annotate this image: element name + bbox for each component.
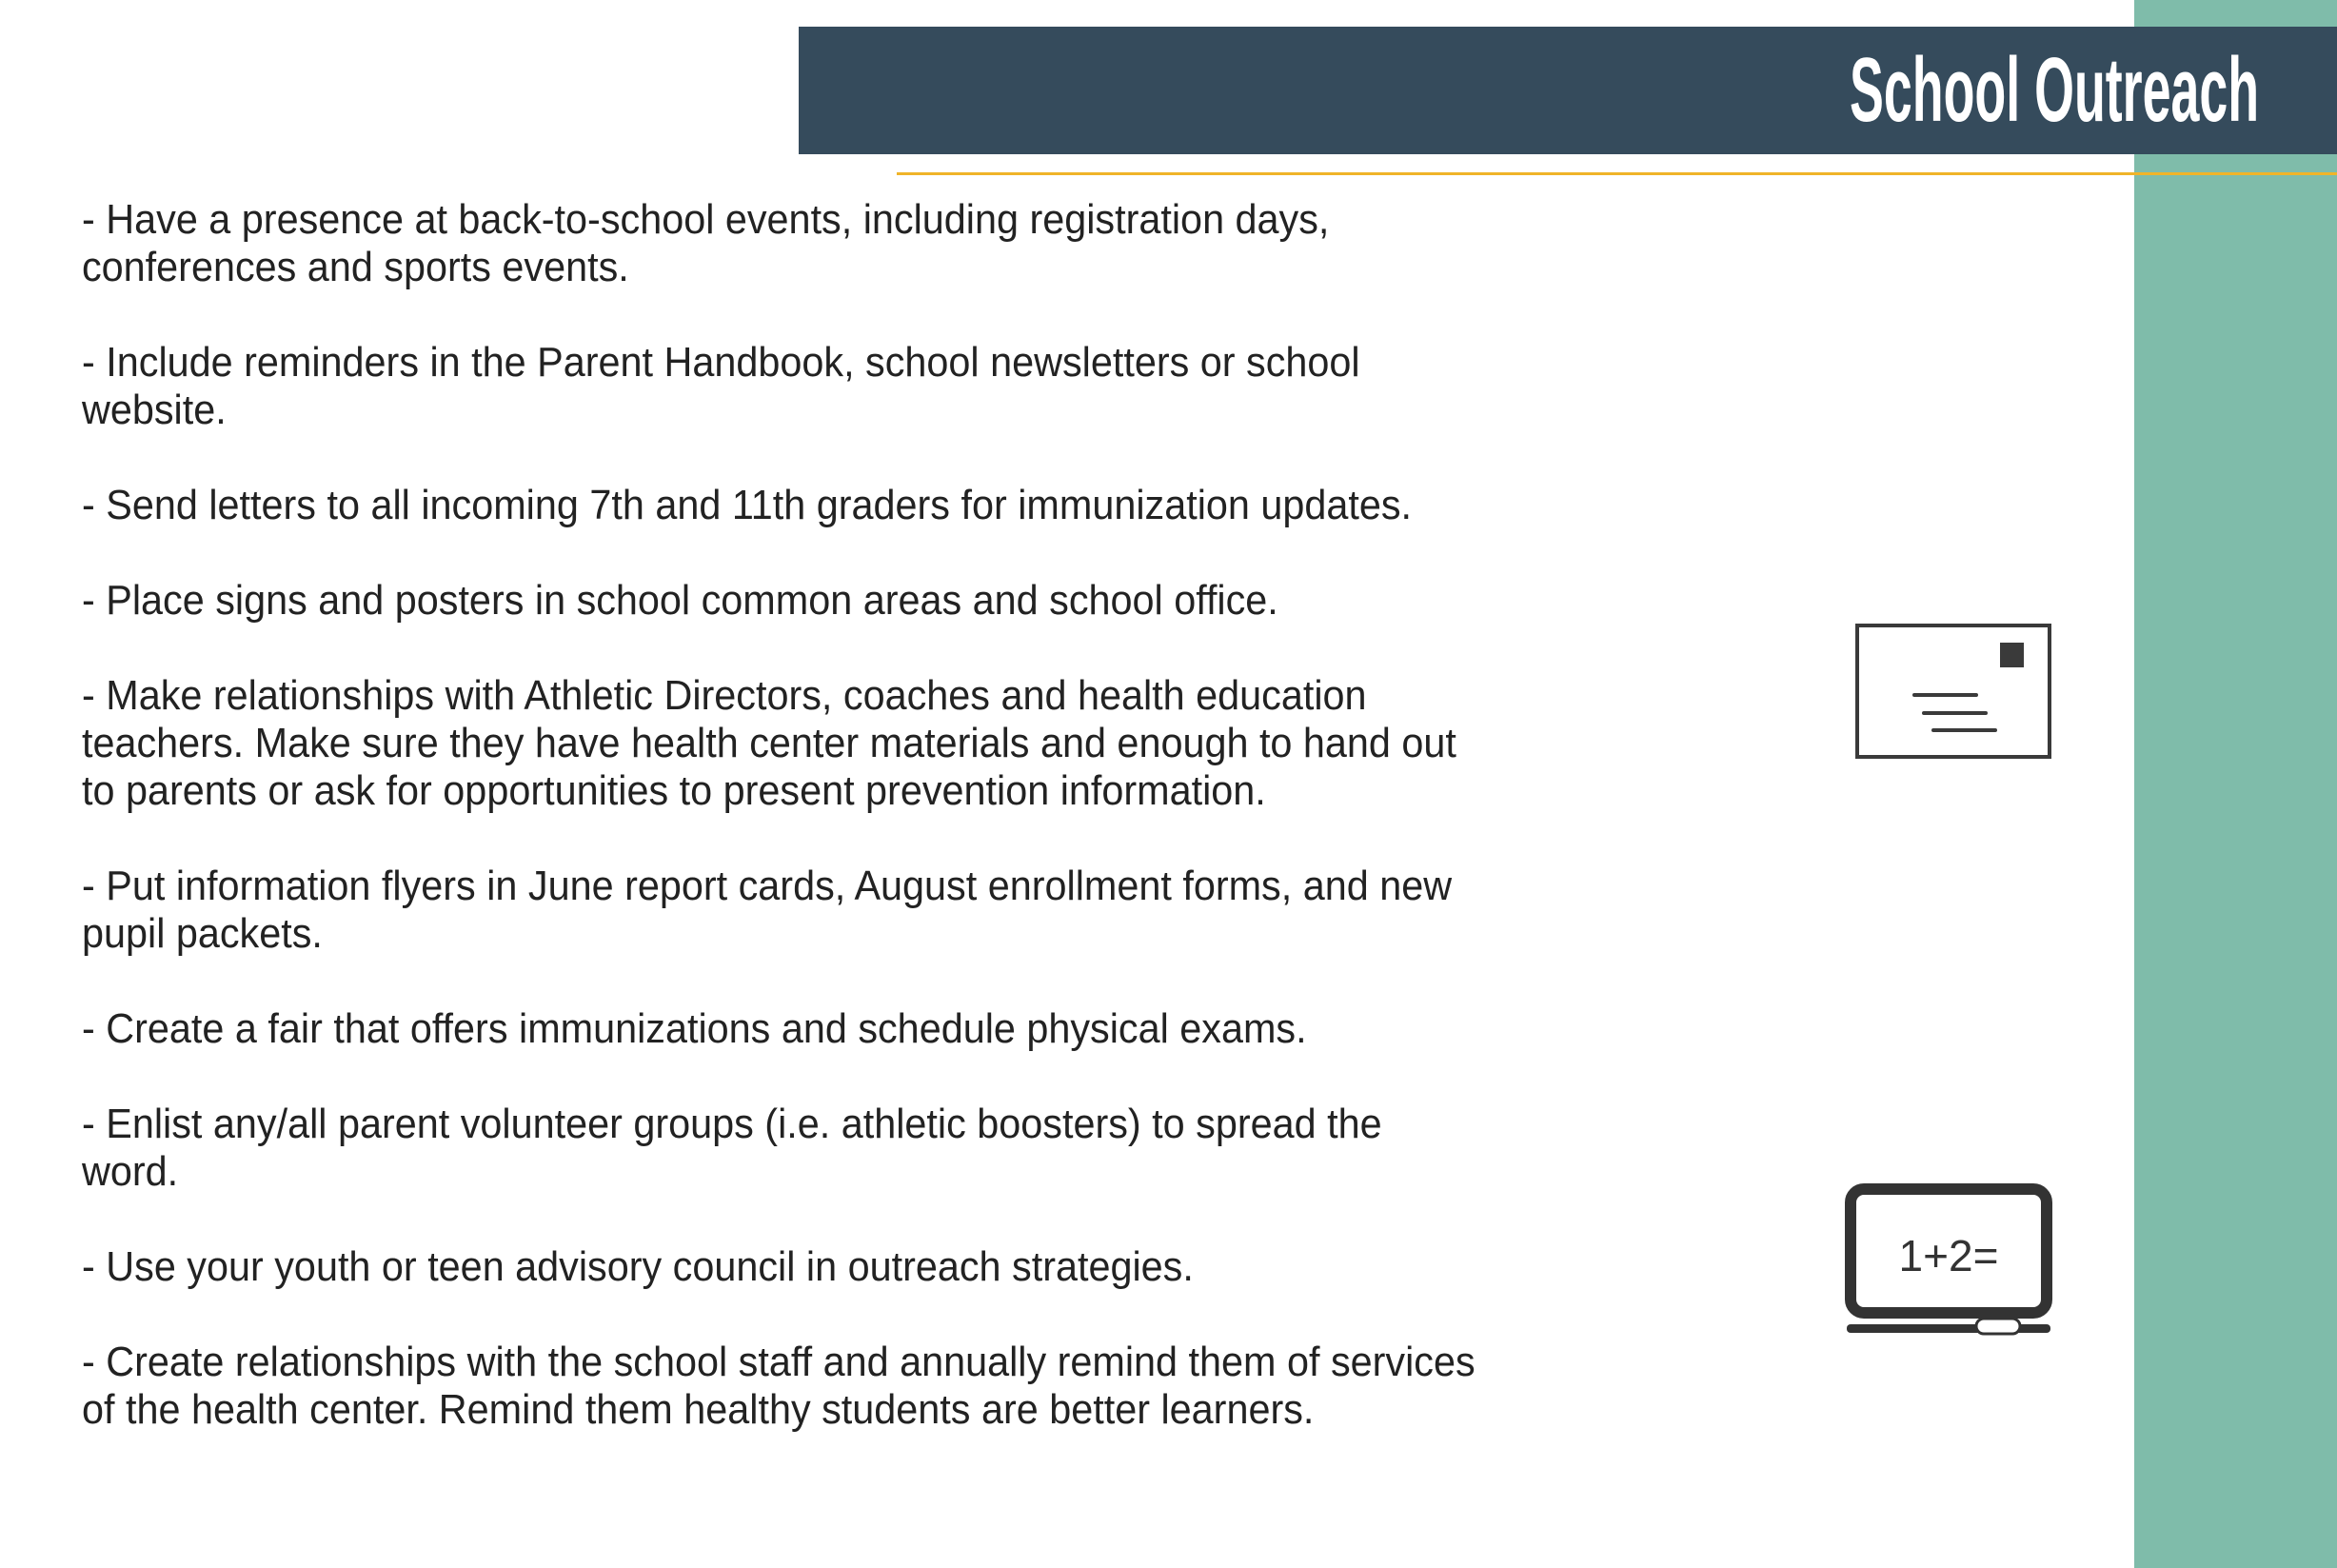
list-item: [82, 1243, 1814, 1291]
list-item: [82, 1101, 1814, 1196]
list-item: [82, 196, 1814, 291]
list-item: [82, 482, 1814, 529]
list-item-text: - Put information flyers in June report cards, August enrollment forms, and new: [82, 863, 1453, 909]
gold-divider: [897, 172, 2337, 175]
list-item-text: word.: [82, 1148, 179, 1195]
chalkboard-icon: [1845, 1183, 2052, 1336]
list-item-text: - Make relationships with Athletic Directors, coaches and health education: [82, 672, 1367, 719]
list-item-text: - Send letters to all incoming 7th and 11th graders for immunization updates.: [82, 482, 1413, 528]
outreach-list: [82, 196, 1814, 1481]
list-item: [82, 1339, 1814, 1434]
list-item-text: - Place signs and posters in school common areas and school office.: [82, 577, 1278, 624]
list-item-text: pupil packets.: [82, 910, 323, 957]
list-item-text: of the health center. Remind them healthy students are better learners.: [82, 1386, 1315, 1433]
list-item-text: to parents or ask for opportunities to present prevention information.: [82, 767, 1266, 814]
list-item-text: - Create relationships with the school staff and annually remind them of services: [82, 1339, 1475, 1385]
page-title: School Outreach: [1849, 39, 2259, 141]
list-item: [82, 577, 1814, 625]
list-item-text: - Use your youth or teen advisory council in outreach strategies.: [82, 1243, 1194, 1290]
list-item-text: teachers. Make sure they have health center materials and enough to hand out: [82, 720, 1456, 766]
list-item: [82, 339, 1814, 434]
list-item-text: - Include reminders in the Parent Handbook, school newsletters or school: [82, 339, 1360, 386]
postcard-icon: [1855, 624, 2051, 759]
list-item-text: - Enlist any/all parent volunteer groups (i.e. athletic boosters) to spread the: [82, 1101, 1382, 1147]
list-item-text: conferences and sports events.: [82, 244, 629, 290]
list-item-text: website.: [82, 387, 227, 433]
title-banner: [799, 27, 2337, 154]
list-item: [82, 863, 1814, 958]
list-item: [82, 1005, 1814, 1053]
list-item-text: - Create a fair that offers immunizations and schedule physical exams.: [82, 1005, 1307, 1052]
svg-text:1+2=: 1+2=: [1898, 1231, 1999, 1280]
list-item-text: - Have a presence at back-to-school events, including registration days,: [82, 196, 1330, 243]
teal-side-column: [2134, 0, 2337, 1568]
list-item: [82, 672, 1814, 815]
